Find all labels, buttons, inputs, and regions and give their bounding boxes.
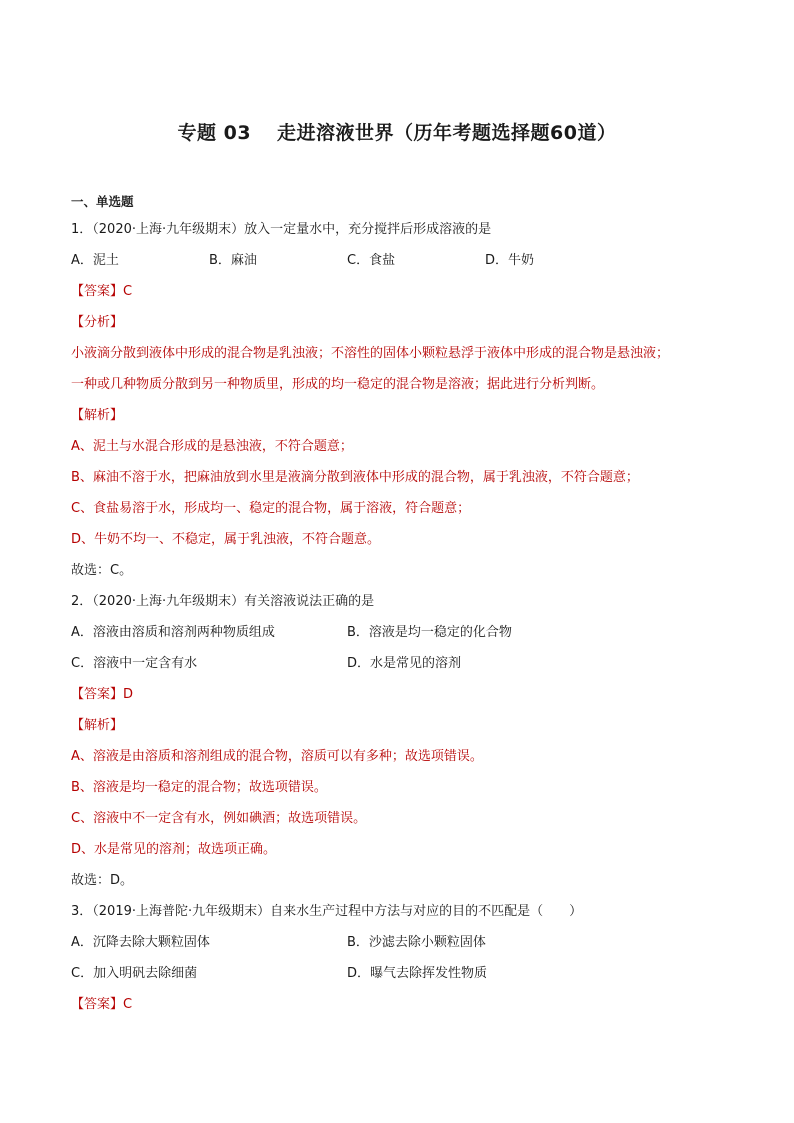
q1-analysis-line: 一种或几种物质分散到另一种物质里，形成的均一稳定的混合物是溶液；据此进行分析判断。: [71, 377, 605, 392]
q2-option-d: D．水是常见的溶剂: [347, 656, 462, 671]
document-body: [71, 190, 731, 1020]
q1-explain-label: 【解析】: [71, 408, 124, 423]
q2-option-b: B．溶液是均一稳定的化合物: [347, 625, 512, 640]
q1-option-a: A．泥土: [71, 253, 119, 268]
q1-analysis-label: 【分析】: [71, 315, 124, 330]
answer-label: 【答案】: [71, 997, 124, 1012]
answer-value: D: [123, 687, 134, 702]
question-3-stem: 3．（2019·上海普陀·九年级期末）自来水生产过程中方法与对应的目的不匹配是（ ）: [71, 904, 583, 919]
answer-label: 【答案】: [71, 284, 124, 299]
question-2-stem: 2．（2020·上海·九年级期末）有关溶液说法正确的是: [71, 594, 375, 609]
q1-option-d: D．牛奶: [485, 253, 535, 268]
q2-option-c: C．溶液中一定含有水: [71, 656, 198, 671]
answer-value: C: [123, 997, 133, 1012]
title-text: 走进溶液世界（历年考题选择题60道）: [277, 122, 617, 144]
q3-answer: [71, 989, 731, 1020]
q1-answer: [71, 276, 731, 307]
q2-explain-label: 【解析】: [71, 718, 124, 733]
q2-explain-line: A、溶液是由溶质和溶剂组成的混合物，溶质可以有多种；故选项错误。: [71, 749, 483, 764]
q1-option-c: C．食盐: [347, 253, 396, 268]
question-3-options-row-2: [71, 958, 731, 989]
q2-choice: 故选：D。: [71, 873, 134, 888]
question-1-options: [71, 245, 731, 276]
q3-option-d: D．曝气去除挥发性物质: [347, 966, 488, 981]
q2-option-a: A．溶液由溶质和溶剂两种物质组成: [71, 625, 275, 640]
page-title: [0, 118, 794, 145]
title-number: 专题 03: [177, 122, 252, 144]
q1-choice: 故选：C。: [71, 563, 133, 578]
q1-option-b: B．麻油: [209, 253, 257, 268]
question-3-options-row-1: [71, 927, 731, 958]
q3-option-a: A．沉降去除大颗粒固体: [71, 935, 210, 950]
q1-explain-line: C、食盐易溶于水，形成均一、稳定的混合物，属于溶液，符合题意；: [71, 501, 471, 516]
question-2-options-row-2: [71, 648, 731, 679]
q1-analysis-line: 小液滴分散到液体中形成的混合物是乳浊液；不溶性的固体小颗粒悬浮于液体中形成的混合物是悬浊液；: [71, 346, 670, 361]
q1-explain-line: A、泥土与水混合形成的是悬浊液，不符合题意；: [71, 439, 353, 454]
section-heading: 一、单选题: [71, 194, 134, 209]
q1-explain-line: B、麻油不溶于水，把麻油放到水里是液滴分散到液体中形成的混合物，属于乳浊液，不符合题意；: [71, 470, 639, 485]
q2-explain-line: B、溶液是均一稳定的混合物；故选项错误。: [71, 780, 327, 795]
q3-option-c: C．加入明矾去除细菌: [71, 966, 198, 981]
q1-explain-line: D、牛奶不均一、不稳定，属于乳浊液，不符合题意。: [71, 532, 381, 547]
answer-label: 【答案】: [71, 687, 124, 702]
q2-explain-line: C、溶液中不一定含有水，例如碘酒；故选项错误。: [71, 811, 367, 826]
answer-value: C: [123, 284, 133, 299]
question-1-stem: 1．（2020·上海·九年级期末）放入一定量水中，充分搅拌后形成溶液的是: [71, 222, 492, 237]
q3-option-b: B．沙滤去除小颗粒固体: [347, 935, 486, 950]
question-2-options-row-1: [71, 617, 731, 648]
q2-answer: [71, 679, 731, 710]
q2-explain-line: D、水是常见的溶剂；故选项正确。: [71, 842, 277, 857]
